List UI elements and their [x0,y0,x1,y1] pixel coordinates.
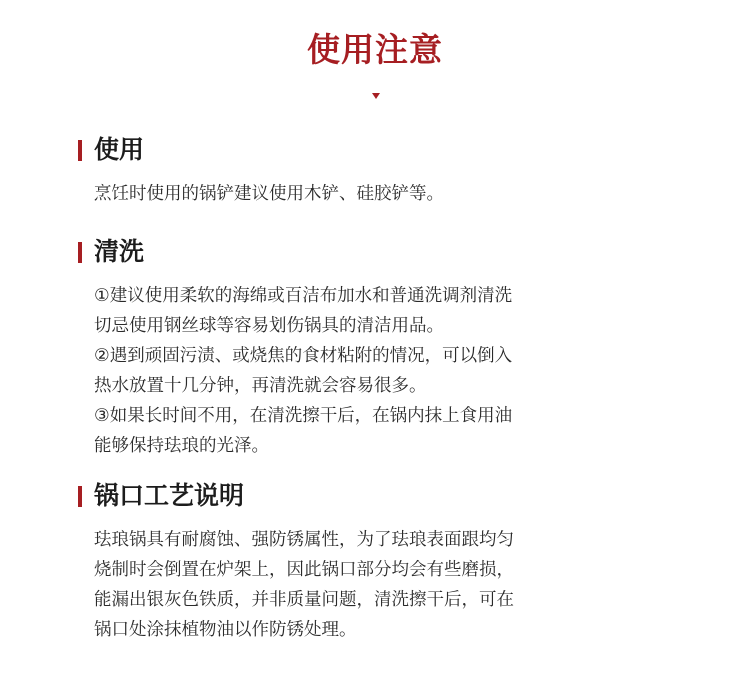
section-heading [78,235,678,269]
body-line: 能够保持珐琅的光泽。 [94,436,269,456]
body-line: 烧制时会倒置在炉架上，因此锅口部分均会有些磨损， [94,560,514,580]
body-line: ①建议使用柔软的海绵或百洁布加水和普通洗调剂清洗 [94,286,513,306]
body-line: 切忌使用钢丝球等容易划伤锅具的清洁用品。 [94,316,444,336]
body-line: 烹饪时使用的锅铲建议使用木铲、硅胶铲等。 [94,184,444,204]
section-body [94,525,678,645]
section-heading-text: 清洗 [94,237,145,266]
section-rim-craft [78,479,678,645]
body-line: ③如果长时间不用，在清洗擦干后，在锅内抹上食用油 [94,406,513,426]
section-heading [78,133,678,167]
body-line: ②遇到顽固污渍、或烧焦的食材粘附的情况，可以倒入 [94,346,513,366]
body-line: 珐琅锅具有耐腐蚀、强防锈属性，为了珐琅表面跟均匀 [94,530,514,550]
down-arrow-icon [372,93,380,99]
page-title: 使用注意 [307,30,443,69]
section-body [94,281,678,461]
body-line: 能漏出银灰色铁质，并非质量问题，清洗擦干后，可在 [94,590,514,610]
section-heading-text: 使用 [94,135,145,164]
body-line: 锅口处涂抹植物油以作防锈处理。 [94,620,357,640]
heading-accent-bar [78,486,82,507]
heading-accent-bar [78,140,82,161]
section-body [94,179,678,209]
heading-accent-bar [78,242,82,263]
body-line: 热水放置十几分钟，再清洗就会容易很多。 [94,376,427,396]
section-cleaning [78,235,678,461]
section-usage [78,133,678,209]
section-heading [78,479,678,513]
section-heading-text: 锅口工艺说明 [94,481,245,510]
